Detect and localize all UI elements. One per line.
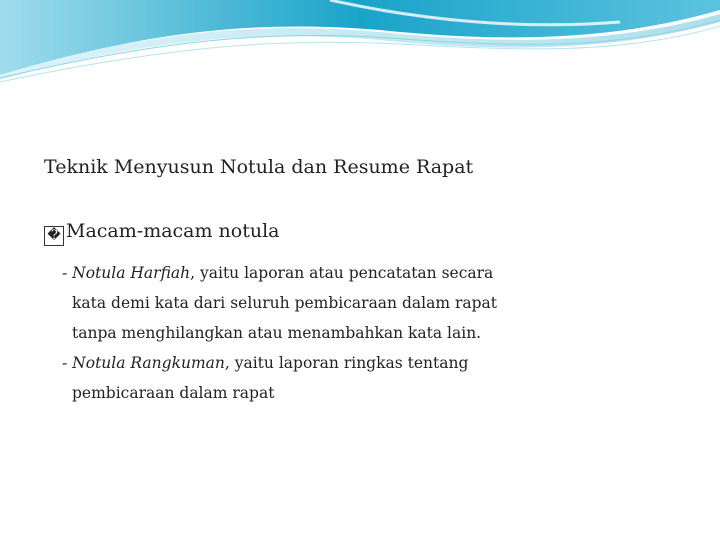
item-continuation: kata demi kata dari seluruh pembicaraan dalam rapat	[72, 294, 497, 312]
bullet-heading-text: Macam-macam notula	[66, 220, 280, 242]
list-item	[62, 258, 582, 348]
list-item	[62, 348, 582, 408]
item-term: Notula Rangkuman	[72, 354, 225, 372]
item-text: , yaitu laporan atau pencatatan secara	[190, 264, 494, 282]
item-continuation: pembicaraan dalam rapat	[72, 384, 275, 402]
bullet-icon: �	[44, 226, 64, 246]
item-dash: -	[62, 354, 73, 372]
item-continuation: tanpa menghilangkan atau menambahkan kata lain.	[72, 324, 482, 342]
notula-list	[62, 258, 582, 408]
item-term: Notula Harfiah	[72, 264, 191, 282]
bullet-heading	[44, 220, 280, 246]
item-dash: -	[62, 264, 73, 282]
header-wave-decoration	[0, 0, 720, 100]
slide-title: Teknik Menyusun Notula dan Resume Rapat	[44, 156, 474, 178]
item-text: , yaitu laporan ringkas tentang	[224, 354, 469, 372]
